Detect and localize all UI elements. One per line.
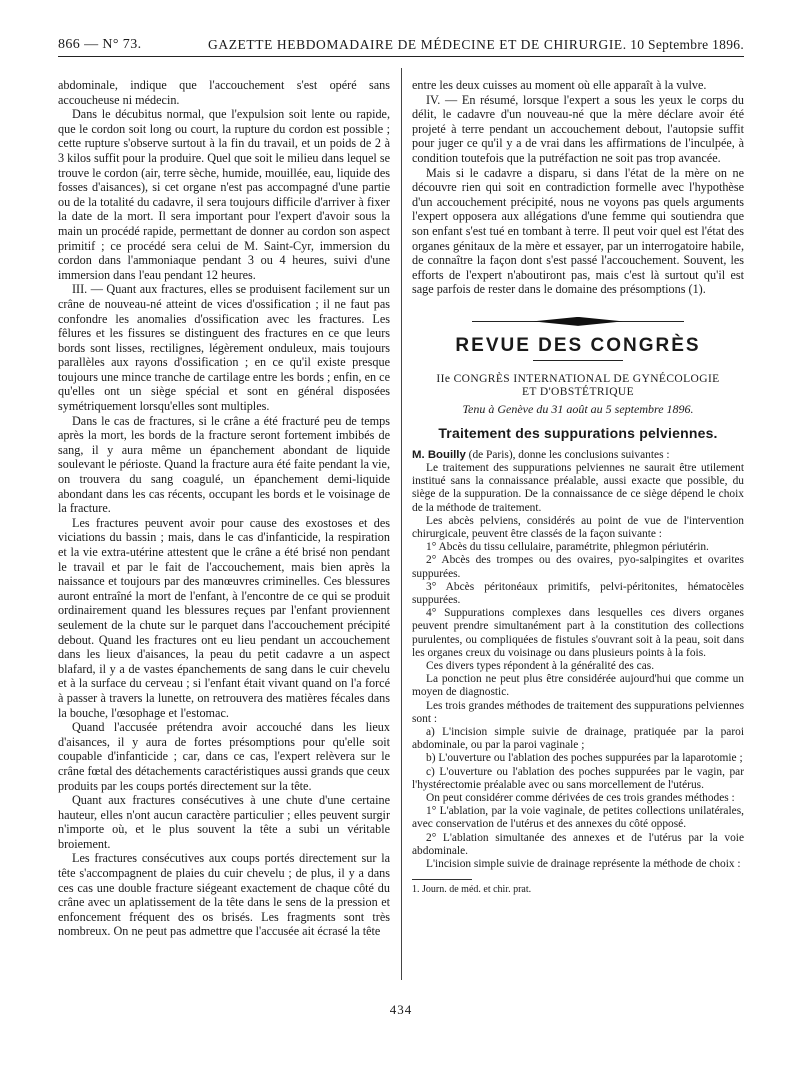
page-and-issue-number: 866 — N° 73.: [58, 37, 142, 52]
column-divider: [401, 68, 402, 980]
paragraph: On peut considérer comme dérivées de ces trois grandes méthodes :: [426, 791, 735, 804]
paragraph: Ces divers types répondent à la généralité des cas.: [426, 659, 655, 672]
right-column: [412, 78, 744, 1016]
paragraph: 1° L'ablation, par la voie vaginale, de petites collections unilatérales, avec conservation de l'utérus et des annexes du côté opposé.: [412, 805, 744, 831]
left-column: [58, 78, 390, 990]
paragraph: Les fractures peuvent avoir pour cause des exostoses et des viciations du bassin ; mais, dans le cas d'infanticide, la respiration et la vie extra-utérine attestent que le crâne a été brisé non pendant le travail et par le fait de l'accouchement, mais bien après la naissance et toujours par des manœuvres criminelles. Ces blessures auront entraîné la mort de l'enfant, à l'encontre de ce qui se produit ordinairement quand les blessures reçues par l'enfant proviennent seulement de la chute sur le parquet dans l'accouchement précipité debout. Quand les fractures ont eu lieu pendant un accouchement dans les lieux d'aisances, la peau du petit cadavre a un aspect blafard, il y a de vastes épanchements de sang dans le cuir chevelu et à la surface du cerveau ; si l'enfant était vivant quand on l'a forcé à passer à travers la lunette, on retrouvera des matières fécales dans la bouche, l'œsophage et l'estomac.: [58, 515, 390, 720]
paragraph: entre les deux cuisses au moment où elle apparaît à la vulve.: [412, 78, 707, 92]
journal-page: [58, 34, 744, 1064]
paragraph: IV. — En résumé, lorsque l'expert a sous les yeux le corps du délit, le cadavre d'un nouveau-né que la mère déclare avoir été projeté à terre pendant un accouchement debout, l'autopsie suffit pour juger ce qu'il y a de vrai dans les affirmations de l'inculpée, à condition toutefois que la putréfaction ne soit pas trop avancée.: [412, 92, 744, 165]
paragraph: 2° L'ablation simultanée des annexes et de l'utérus par la voie abdominale.: [412, 831, 744, 857]
paragraph: 1° Abcès du tissu cellulaire, paramétrite, phlegmon périutérin.: [426, 541, 709, 554]
congress-title-line-2: ET D'OBSTÉTRIQUE: [521, 385, 635, 398]
paragraph: Le traitement des suppurations pelviennes ne saurait être utilement institué sans la connaissance préalable, aussi exacte que possible, du siège de la suppuration. De la connaissance de ce siège dépend le choix de la méthode de traitement.: [412, 461, 744, 514]
paragraph: Les trois grandes méthodes de traitement des suppurations pelviennes sont :: [412, 699, 744, 725]
paragraph: 2° Abcès des trompes ou des ovaires, pyo-salpingites et ovarites suppurées.: [412, 554, 744, 580]
section-title-rule: [533, 360, 623, 361]
folio-number: 434: [389, 1002, 413, 1017]
paragraph: Dans le décubitus normal, que l'expulsion soit lente ou rapide, que le cordon soit long ou court, la rupture du cordon est possible ; cette rupture s'observe surtout à la fin du travail, et un poids de 2 à 3 kilos suffit pour la produire. Quel que soit le milieu dans lequel se trouve le cordon (air, terre sèche, humide, mouillée, eau, liquide des fosses d'aisances), si cet organe n'est pas accompagné d'une partie ou de la totalité du cadavre, il sera toujours difficile d'arriver à fixer la date de la mort. Il sera important pour l'expert d'avoir sous la main un procédé rapide, permettant de donner au cordon son aspect primitif ; ce procédé sera celui de M. Saint-Cyr, immersion du cordon dans l'ammoniaque pendant 3 ou 4 heures, suivi d'une immersion dans l'eau pendant 12 heures.: [58, 107, 390, 282]
paragraph: abdominale, indique que l'accouchement s'est opéré sans accoucheuse ni médecin.: [58, 78, 390, 107]
paragraph: 3° Abcès péritonéaux primitifs, pelvi-péritonites, hématocèles suppurées.: [412, 580, 744, 606]
paragraph: III. — Quant aux fractures, elles se produisent facilement sur un crâne de nouveau-né atteint de vices d'ossification ; il ne faut pas confondre les anomalies d'ossification avec les fractures. Les fêlures et les fissures se distinguent des fractures en ce que leurs bords sont lisses, rectilignes, légèrement onduleux, mais toujours parallèles aux rayons d'ossification ; en ce qu'il existe presque toujours une mince tranche de cartilage entre les bords ; enfin, en ce qu'elles ont un siège spécial et sont en général disposées symétriquement lorsqu'elles sont multiples.: [58, 282, 390, 414]
paragraph: Les fractures consécutives aux coups portés directement sur la tête s'accompagnent de plaies du cuir chevelu ; de plus, il y a dans ces cas une double fracture siégeant exactement de chaque côté du crâne avec un aplatissement de la tête dans le sens de la pression et enfoncement fréquent des os brisés. Les fragments sont très nombreux. On ne peut pas admettre que l'accusée ait écrasé la tête: [58, 851, 390, 939]
congress-title-line-1: IIe CONGRÈS INTERNATIONAL DE GYNÉCOLOGIE: [436, 372, 720, 385]
paragraph: L'incision simple suivie de drainage représente la méthode de choix :: [426, 857, 741, 870]
paragraph: c) L'ouverture ou l'ablation des poches suppurées par le vagin, par l'hystérectomie préalable avec ou sans morcellement de l'utérus.: [412, 765, 744, 791]
issue-date: 10 Septembre 1896.: [630, 37, 744, 52]
author-name: M. Bouilly: [412, 448, 466, 461]
paragraph: a) L'incision simple suivie de drainage, pratiquée par la paroi abdominale, ou par la paroi vaginale ;: [412, 725, 744, 752]
paragraph: La ponction ne peut plus être considérée aujourd'hui que comme un moyen de diagnostic.: [412, 673, 744, 699]
footnote: 1. Journ. de méd. et chir. prat.: [412, 884, 532, 896]
congress-title: [412, 373, 744, 399]
paragraph: Quand l'accusée prétendra avoir accouché dans les lieux d'aisances, il y aura de fortes présomptions pour qu'elle soit coupable d'infanticide ; car, dans ce cas, l'expert relèvera sur le crâne fœtal des détachements caractéristiques aussi grands que ceux produits par les coups portés directement sur la tête.: [58, 720, 390, 793]
section-ornament: [412, 315, 744, 329]
section-title: REVUE DES CONGRÈS: [455, 334, 701, 356]
paragraph: Quant aux fractures consécutives à une chute d'une certaine hauteur, elles n'ont aucun caractère particulier ; elles peuvent surgir n'importe où, et le plus souvent la tête a subi un véritable broiement.: [58, 793, 390, 851]
article-title: Traitement des suppurations pelviennes.: [438, 425, 718, 442]
journal-title: GAZETTE HEBDOMADAIRE DE MÉDECINE ET DE CHIRURGIE.: [208, 37, 627, 52]
footnote-rule: [412, 879, 472, 880]
paragraph: 4° Suppurations complexes dans lesquelles ces divers organes peuvent prendre simultanément part à la constitution des collections purulentes, ou compliquées de fistules s'ouvrant soit à la peau, soit dans les organes creux du voisinage ou dans plusieurs points à la fois.: [412, 607, 744, 659]
paragraph: Dans le cas de fractures, si le crâne a été fracturé peu de temps après la mort, les bords de la fracture seront fortement imbibés de sang, il y aura même un épanchement abondant de liquide soulevant le périoste. Quand la fracture aura été faite pendant la vie, on trouvera du sang coagulé, un épanchement demi-liquide abondant dans les cas récents, occupant les bords et le voisinage de la fracture.: [58, 413, 390, 516]
article-paragraphs: [412, 462, 744, 871]
right-column-text: [412, 78, 744, 297]
paragraph: Les abcès pelviens, considérés au point de vue de l'intervention chirurgicale, peuvent être classés de la façon suivante :: [412, 514, 744, 540]
author-line: [412, 449, 744, 462]
paragraph: Mais si le cadavre a disparu, si dans l'état de la mère on ne découvre rien qui soit en contradiction formelle avec l'hypothèse d'un accouchement précipité, nous ne voyons pas quels arguments l'expert opposera aux allégations d'une femme qui soutiendra que son enfant s'est tué en tombant à terre. Il peut voir quel est l'état des organes génitaux de la mère et essayer, par un interrogatoire habile, de connaître la façon dont s'est passé l'accouchement. Souvent, les efforts de l'expert n'aboutiront pas, mais c'est là surtout qu'il est sage parfois de rester dans le domaine des présomptions (1).: [412, 165, 744, 297]
author-intro: (de Paris), donne les conclusions suivantes :: [465, 448, 670, 461]
article-body: [412, 449, 744, 872]
running-head: [58, 34, 744, 57]
paragraph: b) L'ouverture ou l'ablation des poches suppurées par la laparotomie ;: [426, 752, 743, 765]
ornament-diamond: [533, 317, 623, 326]
congress-dates: Tenu à Genève du 31 août au 5 septembre 1896.: [462, 401, 694, 416]
